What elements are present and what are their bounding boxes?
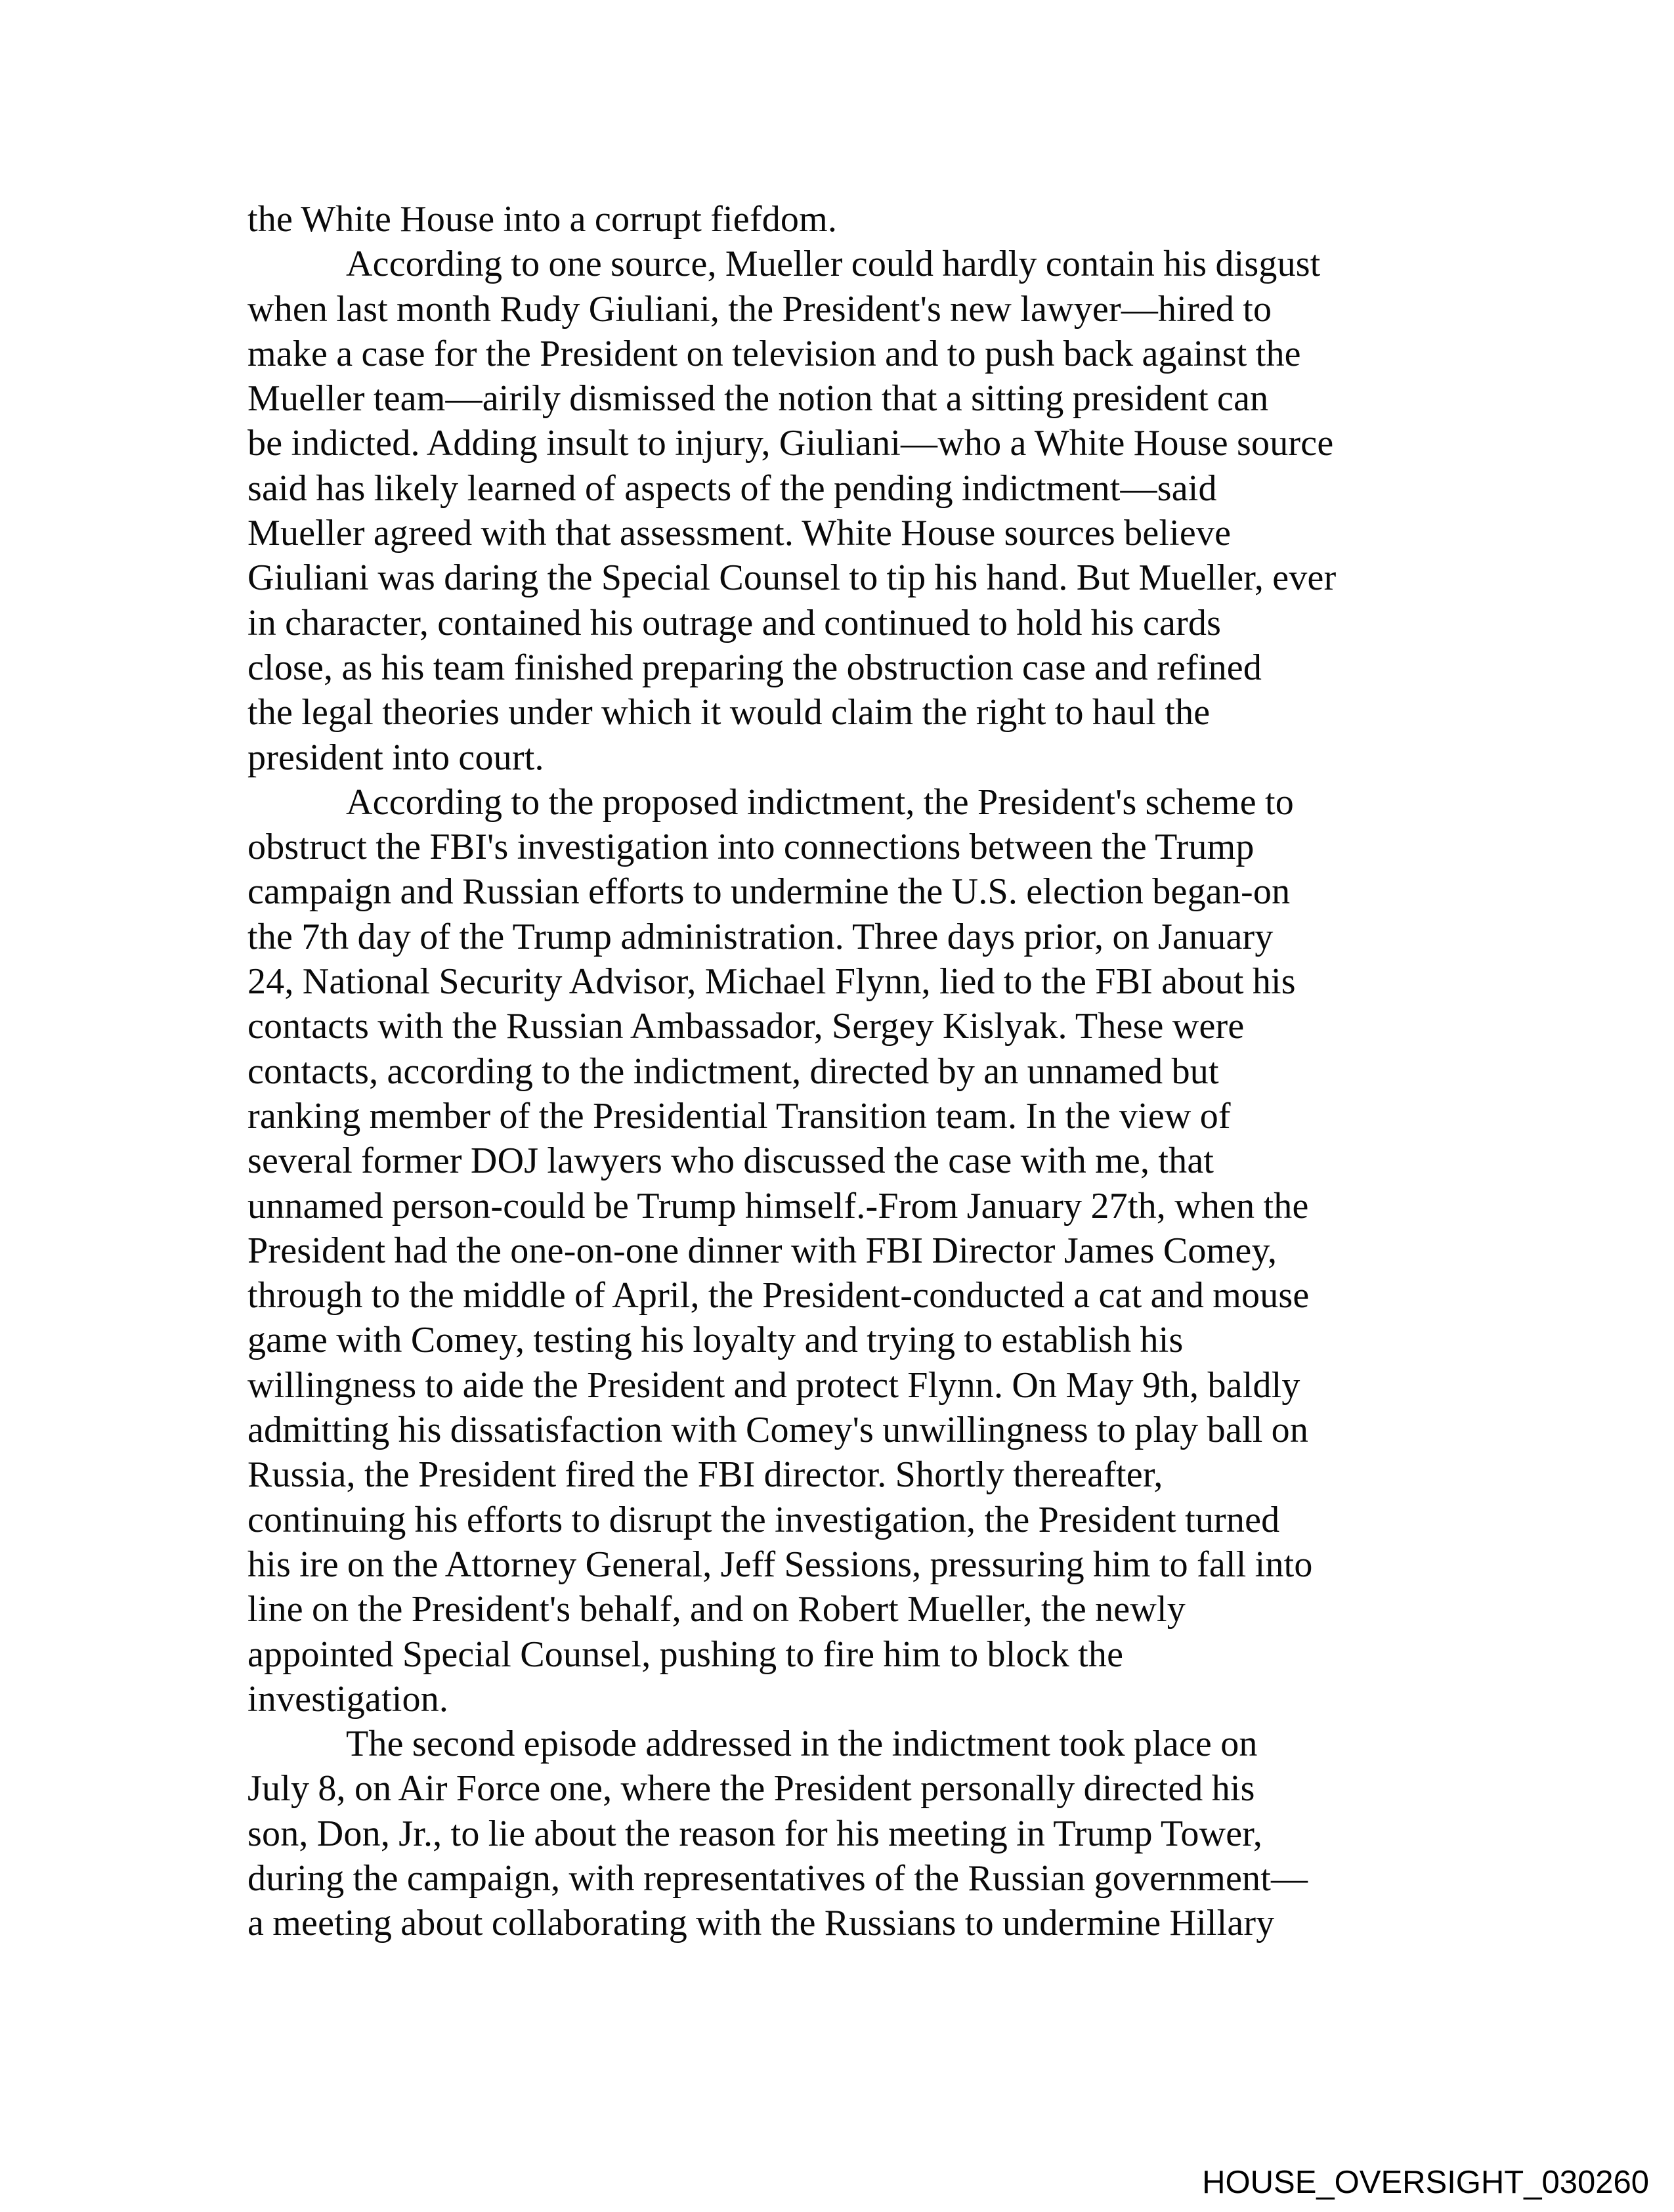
- text-line: investigation.: [247, 1678, 449, 1720]
- text-line: According to the proposed indictment, the President's scheme to: [346, 781, 1294, 823]
- text-line: willingness to aide the President and protect Flynn. On May 9th, baldly: [247, 1364, 1300, 1406]
- text-line: obstruct the FBI's investigation into connections between the Trump: [247, 827, 1255, 868]
- text-line: According to one source, Mueller could hardly contain his disgust: [346, 244, 1321, 285]
- text-line: a meeting about collaborating with the Russians to undermine Hillary: [247, 1903, 1275, 1944]
- text-line: make a case for the President on television and to push back against the: [247, 333, 1301, 374]
- text-line: line on the President's behalf, and on Robert Mueller, the newly: [247, 1589, 1186, 1630]
- text-line: ranking member of the Presidential Transition team. In the view of: [247, 1095, 1231, 1137]
- text-line: contacts, according to the indictment, directed by an unnamed but: [247, 1051, 1219, 1092]
- text-line: Russia, the President fired the FBI director. Shortly thereafter,: [247, 1454, 1163, 1496]
- text-line: appointed Special Counsel, pushing to fire him to block the: [247, 1634, 1124, 1675]
- text-line: several former DOJ lawyers who discussed the case with me, that: [247, 1140, 1214, 1182]
- text-line: continuing his efforts to disrupt the investigation, the President turned: [247, 1499, 1280, 1540]
- text-line: close, as his team finished preparing the obstruction case and refined: [247, 647, 1262, 688]
- text-line: when last month Rudy Giuliani, the President's new lawyer—hired to: [247, 288, 1272, 330]
- text-line: during the campaign, with representatives of the Russian government—: [247, 1857, 1308, 1899]
- text-line: through to the middle of April, the President-conducted a cat and mouse: [247, 1275, 1310, 1316]
- text-line: President had the one-on-one dinner with FBI Director James Comey,: [247, 1230, 1277, 1271]
- text-line: the legal theories under which it would claim the right to haul the: [247, 692, 1211, 733]
- text-line: unnamed person-could be Trump himself.-From January 27th, when the: [247, 1185, 1309, 1226]
- text-line: son, Don, Jr., to lie about the reason for his meeting in Trump Tower,: [247, 1813, 1263, 1854]
- text-line: admitting his dissatisfaction with Comey's unwillingness to play ball on: [247, 1410, 1309, 1451]
- text-line: the White House into a corrupt fiefdom.: [247, 199, 838, 240]
- bates-stamp: HOUSE_OVERSIGHT_030260: [1202, 2165, 1649, 2200]
- text-line: said has likely learned of aspects of the pending indictment—said: [247, 467, 1217, 509]
- text-line: campaign and Russian efforts to undermine the U.S. election began-on: [247, 871, 1291, 913]
- document-body: [247, 197, 1429, 1946]
- text-line: contacts with the Russian Ambassador, Sergey Kislyak. These were: [247, 1006, 1245, 1047]
- text-line: The second episode addressed in the indictment took place on: [346, 1724, 1258, 1765]
- text-line: be indicted. Adding insult to injury, Giuliani—who a White House source: [247, 423, 1334, 464]
- text-line: his ire on the Attorney General, Jeff Sessions, pressuring him to fall into: [247, 1544, 1313, 1585]
- text-line: the 7th day of the Trump administration. Three days prior, on January: [247, 916, 1274, 957]
- text-line: Mueller team—airily dismissed the notion that a sitting president can: [247, 378, 1269, 420]
- text-line: game with Comey, testing his loyalty and trying to establish his: [247, 1320, 1184, 1361]
- text-line: Giuliani was daring the Special Counsel to tip his hand. But Mueller, ever: [247, 557, 1337, 599]
- text-line: president into court.: [247, 737, 544, 778]
- text-line: July 8, on Air Force one, where the President personally directed his: [247, 1768, 1255, 1810]
- text-line: in character, contained his outrage and continued to hold his cards: [247, 602, 1222, 643]
- text-line: 24, National Security Advisor, Michael Flynn, lied to the FBI about his: [247, 961, 1296, 1003]
- text-line: Mueller agreed with that assessment. White House sources believe: [247, 513, 1232, 554]
